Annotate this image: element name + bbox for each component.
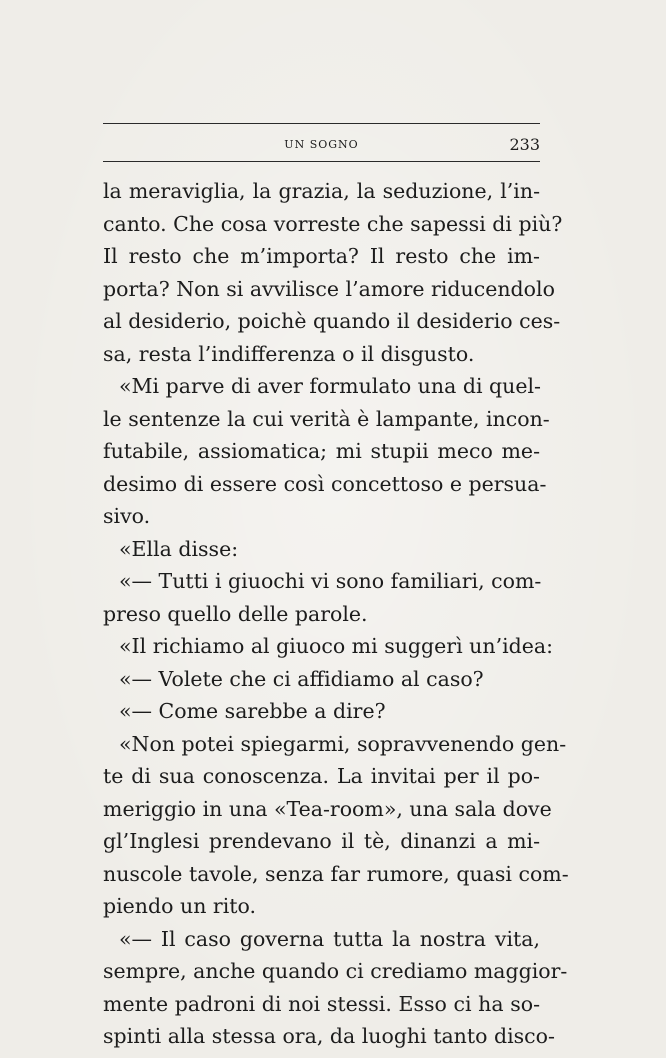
header-rule-bottom (103, 161, 540, 162)
text-line: meriggio in una «Tea-room», una sala dove (103, 796, 552, 821)
text-line: Il resto che m’importa? Il resto che im- (103, 244, 540, 268)
text-line: piendo un rito. (103, 894, 257, 918)
text-line: sivo. (103, 504, 151, 528)
text-line: sempre, anche quando ci crediamo maggior- (103, 959, 568, 983)
text-line: futabile, assiomatica; mi stupii meco me- (103, 439, 540, 463)
text-line: le sentenze la cui verità è lampante, incon- (103, 406, 550, 431)
text-line: «— Volete che ci affidiamo al caso? (119, 666, 484, 691)
text-line: «Mi parve di aver formulato una di quel- (119, 374, 541, 398)
text-line: nuscole tavole, senza far rumore, quasi com- (103, 861, 569, 886)
text-line: gl’Inglesi prendevano il tè, dinanzi a mi- (103, 829, 540, 853)
body-text (103, 175, 569, 1053)
text-line: spinti alla stessa ora, da luoghi tanto disco- (103, 1024, 555, 1048)
text-line: te di sua conoscenza. La invitai per il po- (103, 764, 540, 788)
text-line: «— Tutti i giuochi vi sono familiari, com- (119, 569, 542, 593)
text-line: «Non potei spiegarmi, sopravvenendo gen- (119, 731, 567, 756)
text-line: la meraviglia, la grazia, la seduzione, l’in- (103, 179, 540, 203)
text-line: desimo di essere così concettoso e persua- (103, 471, 547, 496)
running-title: UN SOGNO (284, 138, 359, 151)
text-line: «— Come sarebbe a dire? (119, 699, 386, 723)
text-line: «Il richiamo al giuoco mi suggerì un’idea: (119, 634, 554, 658)
text-line: preso quello delle parole. (103, 601, 368, 626)
text-line: canto. Che cosa vorreste che sapessi di più? (103, 211, 563, 236)
header-rule-top (103, 123, 540, 124)
text-line: al desiderio, poichè quando il desiderio ces- (103, 309, 561, 333)
text-line: sa, resta l’indifferenza o il disgusto. (103, 341, 475, 366)
text-line: «— Il caso governa tutta la nostra vita, (119, 926, 540, 951)
page-number: 233 (509, 135, 540, 154)
text-line: mente padroni di noi stessi. Esso ci ha so- (103, 991, 540, 1016)
text-line: porta? Non si avvilisce l’amore riducendolo (103, 276, 555, 301)
running-head (103, 135, 540, 155)
text-line: «Ella disse: (119, 536, 239, 561)
